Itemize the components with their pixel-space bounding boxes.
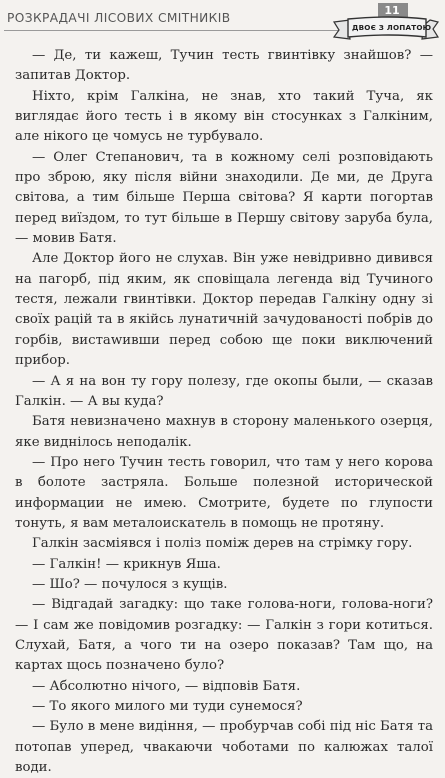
paragraph: — Де, ти кажеш, Тучин тесть гвинтівку знайшов? — запитав Доктор. [15,48,433,84]
paragraph: — Було в мене видіння, — пробурчав собі під ніс Батя та потопав уперед, чвакаючи чоботами по калюжах талої води. [15,719,433,776]
paragraph: — То якого милого ми туди сунемося? [32,699,303,714]
paragraph: Галкін засміявся і поліз поміж дерев на стрімку гору. [32,536,413,552]
paragraph: — Абсолютно нічого, — відповів Батя. [32,678,301,694]
paragraph: — Олег Степанович, та в кожному селі розповідають про зброю, яку після війни знаходили. Де ми, де Друга світова, а тим більше Перша світова? Я карти погортав перед виїздом, то тут більше в Першу світову заруба була, — мовив Батя. [15,149,433,247]
page-header [0,0,445,40]
header-divider [4,30,354,31]
page-number: 11 [384,4,400,17]
paragraph: — Галкін! — крикнув Яша. [32,556,221,572]
paragraph: — А я на вон ту гору полезу, где окопы были, — сказав Галкін. — А вы куда? [15,373,433,409]
section-title: ДВОЄ З ЛОПАТОЮ [352,23,432,32]
paragraph: — Відгадай загадку: що таке голова-ноги, голова-ноги? — І сам же повідомив розгадку: — Галкін з гори котиться. Слухай, Батя, а чого ти на озеро показав? Там що, на картах щось позначено було? [15,597,433,674]
paragraph: — Шо? — почулося з кущів. [32,576,228,592]
running-title: РОЗКРАДАЧІ ЛІСОВИХ СМІТНИКІВ [7,11,231,25]
paragraph: — Про него Тучин тесть говорил, что там у него корова в болоте застряла. Больше полезной исторической информации не имею. Смотрите, будете по глупости тонуть, я вам металоискатель в помощь не протяну. [15,454,433,531]
paragraph: Ніхто, крім Галкіна, не знав, хто такий Туча, як виглядає його тесть і в якому він стосунках з Галкіним, але нікого це чомусь не турбувало. [15,88,433,145]
paragraph: Але Доктор його не слухав. Він уже невідривно дивився на пагорб, під яким, як сповіщала легенда від Тучиного тестя, лежали гвинтівки. Доктор передав Галкіну одну зі своїх рацій та в якійсь лунатичній зачудованості побрів до горбів, вистawивши перед собою ще поки виключений прибор. [15,251,433,369]
paragraph: Батя невизначено махнув в сторону маленького озерця, яке виднілось неподалік. [15,414,433,450]
page-body [15,46,433,778]
